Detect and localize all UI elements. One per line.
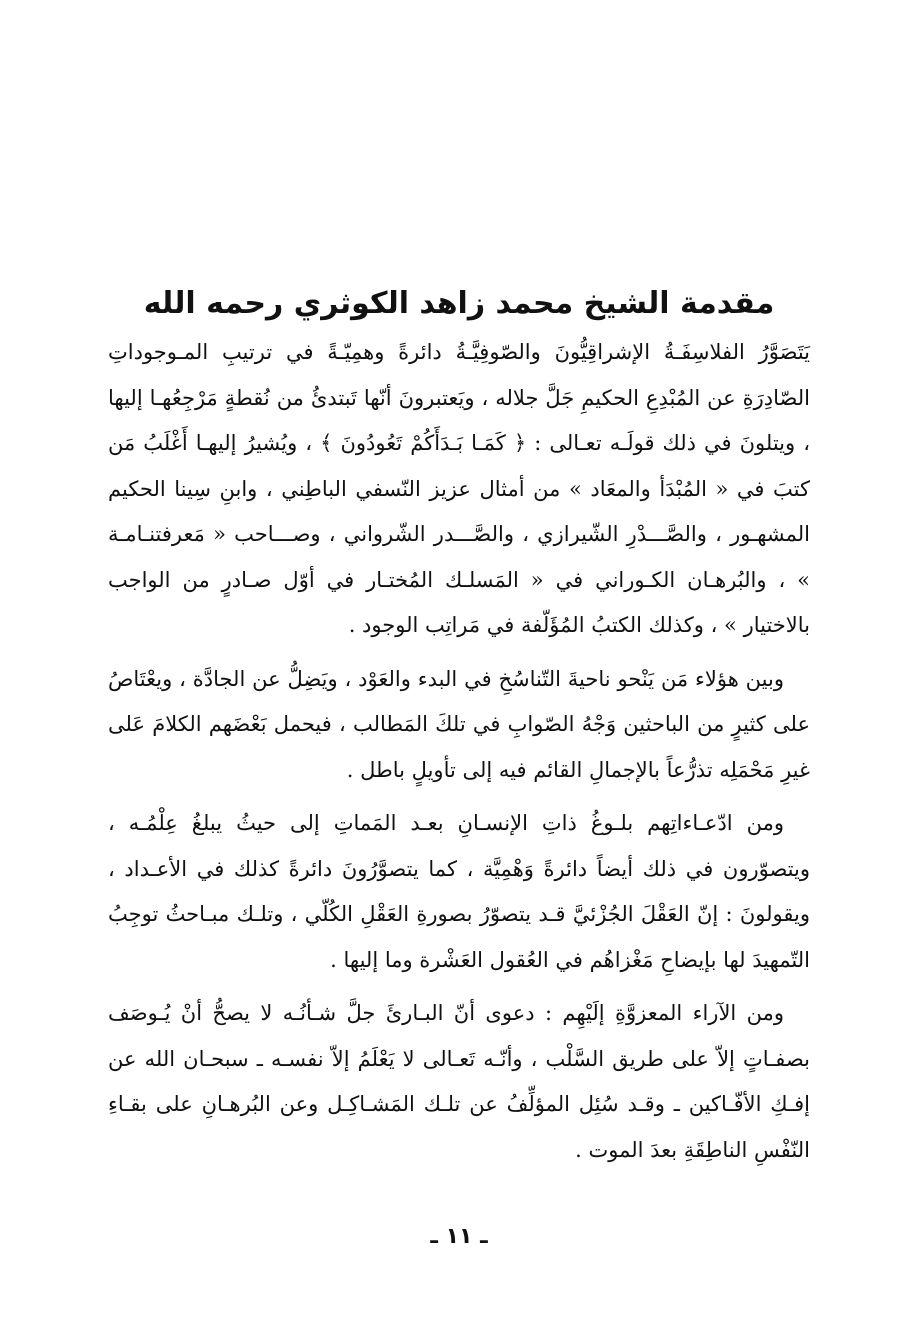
paragraph-2: وبين هؤلاء مَن يَنْحو ناحيةَ التّناسُخِ في البدء والعَوْد ، ويَضِلُّ عن الجادَّة ، ويعْتَاصُ على كثيرٍ من الباحثين وَجْهُ الصّوابِ في تلكَ المَطالب ، فيحمل بَعْضَهم الكلامَ عَلى غيرِ مَحْمَلِه تذرُّعاً بالإجمالِ القائم فيه إلى تأويلٍ باطل . xyxy=(108,666,810,782)
paragraph-4: ومن الآراء المعزوَّةِ إلَيْهِم : دعوى أنّ البـارئَ جلَّ شـأنُـه لا يصحُّ أنْ يُـوصَف بصفـاتٍ إلاّ على طريق السَّلْب ، وأنّـه تَعـالى لا يَعْلَمُ إلاّ نفسـه ـ سبحـان الله عن إفـكِ الأفّـاكين ـ وقـد سُئِل المؤلِّفُ عن تلـك المَشـاكِـل وعن البُرهـانِ على بقـاءِ النّفْسِ الناطِقَةِ بعدَ الموت . xyxy=(108,1001,810,1162)
paragraph-1: يَتَصَوَّرُ الفلاسِفَـةُ الإشراقِيُّونَ والصّوفِيَّـةُ دائرةً وهمِيّـةً في ترتيبِ المـوجوداتِ الصّادِرَةِ عن المُبْدِعِ الحكيمِ جَلَّ جلاله ، ويَعتبرونَ أنّها تَبتدئُ من نُقطةٍ مَرْجِعُهـا إليها ، ويتلونَ في ذلك قولَـه تعـالى : ﴿ كَمَـا بَـدَأَكُمْ تَعُودُونَ ﴾ ، ويُشيرُ إليهـا أَغْلَبُ مَن كتبَ في « المُبْدَأ والمعَاد » من أمثال عزيز النّسفي الباطِني ، وابنِ سِينا الحكيم المشهـور ، والصَّـــدْرِ الشّيرازي ، والصَّـــدر الشّرواني ، وصـــاحب « مَعرفتنـامـة » ، والبُرهـان الكـوراني في « المَسلـك المُختـار في أوّل صـادرٍ من الواجب بالاختيار » ، وكذلك الكتبُ المُؤَلّفة في مَراتِب الوجود . xyxy=(108,340,810,637)
page-number: ـ ١١ ـ xyxy=(430,1224,488,1249)
page-title: مقدمة الشيخ محمد زاهد الكوثري رحمه الله xyxy=(143,286,775,322)
paragraph-3: ومن ادّعـاءاتِهم بلـوغُ ذاتِ الإنسـانِ بعـد المَماتِ إلى حيثُ يبلغُ عِلْمُـه ، ويتصوّرون في ذلك أيضاً دائرةً وَهْمِيَّة ، كما يتصوَّرُونَ دائرةً كذلك في الأعـداد ، ويقولونَ : إنّ العَقْلَ الجُزْئيَّ قـد يتصوّرُ بصورةِ العَقْلِ الكُلّي ، وتلـك مبـاحثُ توجِبُ التّمهيدَ لها بإيضاحِ مَغْزاهُم في العُقول العَشْرة وما إليها . xyxy=(108,811,810,972)
body-text xyxy=(108,330,810,1181)
